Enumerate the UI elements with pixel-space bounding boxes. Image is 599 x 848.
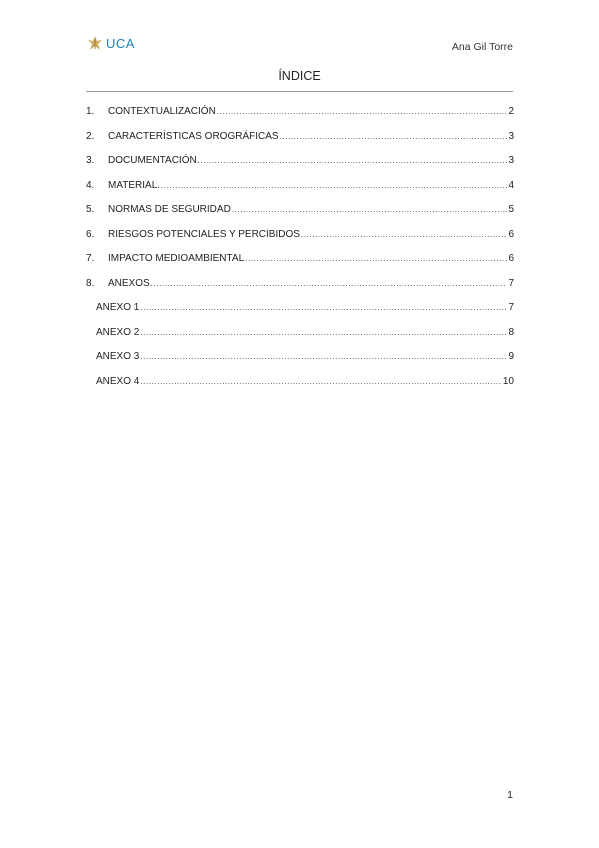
toc-leader [140,349,507,365]
toc-item-anexo-2[interactable] [86,325,514,350]
toc-number: 1. [86,106,95,117]
toc-number: 3. [86,155,95,166]
uca-logo [86,34,135,52]
toc-item-caracteristicas[interactable] [86,129,514,154]
toc-page: 7 [508,302,514,313]
toc-number: 6. [86,228,95,240]
toc-page: 6 [508,253,514,264]
page-header [86,34,513,58]
toc-item-impacto[interactable] [86,251,514,276]
toc-leader [245,251,507,267]
toc-item-anexos[interactable] [86,276,514,301]
toc-label: ANEXO 2 [96,326,140,338]
footer-page-number: 1 [507,789,513,801]
toc-leader [140,300,507,316]
toc-label: RIESGOS POTENCIALES Y PERCIBIDOS [108,228,300,240]
toc-item-normas[interactable] [86,202,514,227]
toc-item-riesgos[interactable] [86,227,514,252]
toc-label: ANEXO 4 [96,375,140,387]
toc-page: 9 [508,351,514,362]
author-name: Ana Gil Torre [451,41,513,53]
toc-label: NORMAS DE SEGURIDAD [108,204,231,215]
toc-page: 2 [508,106,514,117]
toc-page: 3 [508,155,514,166]
toc-page: 7 [508,277,514,289]
toc-leader [140,325,507,341]
toc-leader [200,153,507,169]
toc-item-contextualizacion[interactable] [86,104,514,129]
toc-leader [153,276,507,292]
table-of-contents [86,104,514,398]
toc-label: ANEXOS. [108,277,153,289]
toc-page: 3 [508,130,514,142]
toc-number: 2. [86,130,95,142]
toc-leader [217,104,508,120]
toc-item-anexo-4[interactable] [86,374,514,399]
toc-page: 4 [508,179,514,191]
toc-label: CARACTERÍSTICAS OROGRÁFICAS [108,130,279,142]
toc-leader [301,227,508,243]
toc-label: ANEXO 3 [96,351,140,362]
title-divider [86,91,513,92]
toc-label: CONTEXTUALIZACIÓN [108,106,216,117]
toc-page: 6 [508,228,514,240]
toc-item-anexo-1[interactable] [86,300,514,325]
toc-label: MATERIAL. [108,179,161,191]
toc-item-documentacion[interactable] [86,153,514,178]
toc-number: 7. [86,253,95,264]
logo-text: UCA [106,35,135,51]
toc-page: 5 [508,204,514,215]
toc-number: 4. [86,179,95,191]
toc-label: ANEXO 1 [96,302,140,313]
toc-item-anexo-3[interactable] [86,349,514,374]
toc-page: 8 [508,326,514,338]
toc-leader [140,374,502,390]
toc-leader [280,129,508,145]
toc-label: DOCUMENTACIÓN. [108,155,200,166]
university-crest-icon [86,34,104,52]
toc-page: 10 [502,375,514,387]
page-title: ÍNDICE [278,69,321,83]
toc-label: IMPACTO MEDIOAMBIENTAL [108,253,245,264]
toc-number: 5. [86,204,95,215]
toc-leader [161,178,507,194]
toc-item-material[interactable] [86,178,514,203]
toc-leader [232,202,508,218]
toc-number: 8. [86,277,95,289]
